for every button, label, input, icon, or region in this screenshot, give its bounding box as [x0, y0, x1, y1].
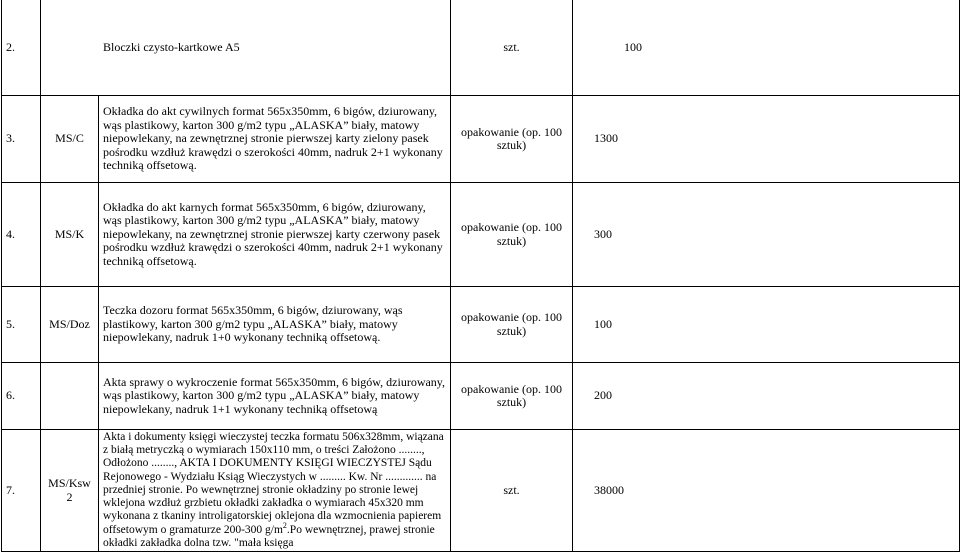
row-description: Teczka dozoru format 565x350mm, 6 bigów, dziurowany, wąs plastikowy, karton 300 g/m2 typu „ALASKA” biały, matowy niepowlekany, nadruk 1+0 wykonany techniką offsetową. [99, 287, 451, 363]
row-code: MS/Ksw 2 [41, 430, 99, 552]
row-code: MS/Doz [41, 287, 99, 363]
table-row [2, 183, 960, 287]
row-unit: opakowanie (op. 100 sztuk) [451, 287, 573, 363]
row-quantity-value: 100 [594, 316, 613, 331]
row-code: MS/C [41, 96, 99, 183]
description-text: Akta i dokumenty księgi wieczystej teczka formatu 506x328mm, wiązana z białą metryczką o wymiarach 150x110 mm, o treści Założono ........, Odłożono ........, AKTA I DOKUMENTY KSIĘGI WIECZYSTEJ Sądu Rejonowego - Wydziału Ksiąg Wieczystych w ......... Kw. Nr ............. na przedniej stronie. Po wewnętrznej stronie okładziny po stronie lewej wklejona wzdłuż grzbietu okładki zakładka o wymiarach 45x320 mm wykonana z tkaniny introligatorskiej oklejona dla wzmocnienia papierem offsetowym o gramaturze 200-300 g/m [103, 430, 444, 536]
row-number: 2. [2, 0, 41, 96]
row-quantity [573, 183, 960, 287]
description-text-end: .Po wewnętrznej, prawej stronie okładki zakładka dolna tzw. "mała księga [103, 523, 435, 550]
table-row [2, 363, 960, 430]
row-quantity [573, 430, 960, 552]
row-quantity [573, 96, 960, 183]
superscript-text: 2 [282, 520, 287, 530]
row-number: 3. [2, 96, 41, 183]
row-description: Akta sprawy o wykroczenie format 565x350mm, 6 bigów, dziurowany, wąs plastikowy, karton 300 g/m2 typu „ALASKA” biały, matowy niepowlekany, nadruk 1+1 wykonany techniką offsetową [99, 363, 451, 430]
row-unit: opakowanie (op. 100 sztuk) [451, 363, 573, 430]
row-description: Okładka do akt karnych format 565x350mm, 6 bigów, dziurowany, wąs plastikowy, karton 300 g/m2 typu „ALASKA” biały, matowy niepowlekany, na zewnętrznej stronie pierwszej karty czerwony pasek pośrodku wzdłuż krawędzi o szerokości 40mm, nadruk 2+1 wykonany techniką offsetową. [99, 183, 451, 287]
table-row [2, 96, 960, 183]
row-number: 5. [2, 287, 41, 363]
row-code: MS/K [41, 183, 99, 287]
row-description [99, 430, 451, 552]
row-unit: opakowanie (op. 100 sztuk) [451, 96, 573, 183]
row-unit: opakowanie (op. 100 sztuk) [451, 183, 573, 287]
order-table [1, 0, 960, 552]
row-description: Bloczki czysto-kartkowe A5 [41, 0, 451, 96]
table-row [2, 430, 960, 552]
row-quantity [573, 0, 960, 96]
row-number: 7. [2, 430, 41, 552]
row-code [41, 363, 99, 430]
row-number: 6. [2, 363, 41, 430]
row-number: 4. [2, 183, 41, 287]
table-row [2, 0, 960, 96]
row-quantity-value: 1300 [594, 131, 619, 146]
row-description: Okładka do akt cywilnych format 565x350mm, 6 bigów, dziurowany, wąs plastikowy, karton 300 g/m2 typu „ALASKA” biały, matowy niepowlekany, na zewnętrznej stronie pierwszej karty zielony pasek pośrodku wzdłuż krawędzi o szerokości 40mm, nadruk 2+1 wykonany techniką offsetową. [99, 96, 451, 183]
row-quantity-value: 200 [594, 388, 613, 403]
row-quantity [573, 287, 960, 363]
row-quantity-value: 300 [594, 226, 613, 241]
row-quantity-value: 38000 [594, 482, 625, 497]
row-quantity-value: 100 [624, 39, 643, 54]
row-unit: szt. [451, 430, 573, 552]
row-quantity [573, 363, 960, 430]
row-unit: szt. [451, 0, 573, 96]
table-row [2, 287, 960, 363]
